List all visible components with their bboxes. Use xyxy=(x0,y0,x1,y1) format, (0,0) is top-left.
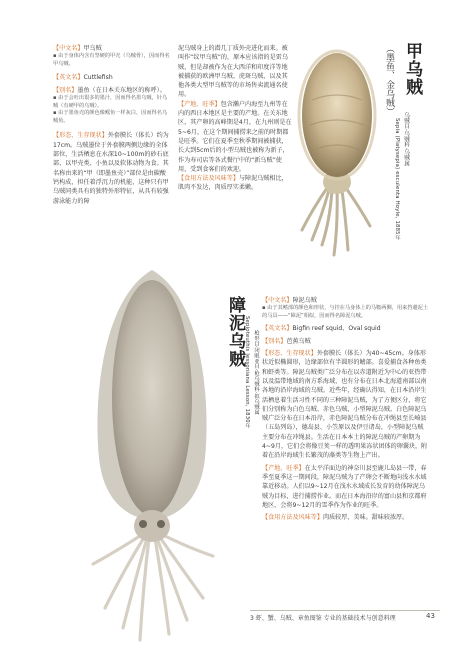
right-note-1: ▪ 由于其鳍部的颜色和形状，与挂在马身体上的马鞍两侧，用来挡避泥土的马具——“障泥”相似，因而得名障泥乌贼。 xyxy=(262,305,428,319)
left-para-morphology: 【形态、生存现状】外套膜长（体长）约为17cm。乌贼墨位于外套膜两侧边缘的全体部位，生活栖息在水深10~100m的砂石底部，以甲壳类、小鱼以及软体动物为食。其名称由来的“甲（即墨鱼壳）”部位是由碳酸钙构成，担任着浮沉力的机能，这种只有甲乌贼同类具有的独特外形特征，从具有较强游泳能力的障 xyxy=(53,132,169,205)
mid-para-origin: 【产地、旺季】包含濑户内海至九州等在内的西日本地区是主要的产地。在关东地区，其产卵的高峰期是4月，在九州则是在5~6月，在这个期间捕捞来之前的时期都是旺季。它们在夏季至秋季期间被捕获，长大到5cm后的小型乌贼也被称为新子，作为寿司店等各式餐厅中的“新乌贼”使用，受到食客们的欢迎。 xyxy=(178,100,292,173)
squid-photo xyxy=(85,268,220,650)
left-note-2: ▪ 由于会吐出很多的墨汁，因而得名墨乌贼，针乌贼（有硬甲的乌贼）。 xyxy=(53,95,168,109)
left-note-1: ▪ 由于身体内含有坚硬的甲壳（乌贼骨），因而得名甲乌贼。 xyxy=(53,53,170,67)
cuttlefish-photo xyxy=(282,40,392,265)
squid-mantle xyxy=(112,280,192,516)
right-para-food: 【食用方法及风味等】肉质较厚，美味。甜味较浓厚。 xyxy=(262,514,409,522)
left-para-alias: 【别名】墨鱼（在日本关东地区的称呼）。 xyxy=(53,86,166,94)
right-para-english-name: 【英文名】Bigfin reef squid、Oval squid xyxy=(262,325,381,333)
squid-eye xyxy=(139,520,147,528)
right-para-origin: 【产地、旺季】在太平洋面边的神奈川县至鹿儿岛县一带，春季至夏季这一期间段，障泥乌贼为了产卵会不断地向浅水水域靠近移动。人们以9~12月在浅水水域成长发育的幼体障泥乌贼为目标，进行捕捞作业。而在日本海沿岸的富山县和京都府地区，会将9~12月的雪季作为作业的旺季。 xyxy=(262,464,427,509)
left-para-chinese-name: 【中文名】甲乌贼 xyxy=(53,45,102,52)
species1-latin: Sepia (Platysepia) esculenta Hoyle, 1885年 xyxy=(394,118,400,241)
species2-family: 枪形目·闭眼亚目·枪乌贼科·拟乌贼属 xyxy=(253,330,259,415)
left-para-english-name: 【英文名】Cuttlefish xyxy=(53,74,113,82)
species2-title: 障泥乌贼 xyxy=(225,296,245,368)
right-para-alias: 【别名】芭蕉乌贼 xyxy=(262,337,311,345)
left-note-3: ▪ 由于墨鱼壳的颜色像鳐鱼一样灰白，因而得名乌贼鱼。 xyxy=(53,110,168,124)
right-column xyxy=(262,296,428,522)
species1-family: 乌贼目·乌贼科·乌贼属 xyxy=(403,112,409,166)
species2-latin: Sepioteuthis lessoniana Lesson, 1830年 xyxy=(244,316,250,429)
page-number: 43 xyxy=(426,612,435,620)
mid-column xyxy=(178,44,292,193)
species1-alias: （墨鱼、金乌贼） xyxy=(384,44,394,116)
squid-eye xyxy=(157,520,165,528)
left-column xyxy=(53,44,171,206)
species1-title: 甲乌贼 xyxy=(402,42,422,96)
cuttlefish-mantle xyxy=(302,53,372,177)
cuttlefish-tentacles xyxy=(302,188,370,255)
right-para-chinese-name: 【中文名】障泥乌贼 xyxy=(262,297,317,304)
squid-head xyxy=(134,510,170,542)
footer-rule xyxy=(250,610,440,611)
mid-para-1: 泥乌贼身上的潜几丁质外壳进化而来。被叫作“纹甲乌贼”的，原本应该指的是雷乌贼，但是却被作为在大西洋和印度洋等地被捕获的欧洲甲乌贼、虎斑乌贼，以及其他各类大型甲乌贼等的市场售卖流通名使用。 xyxy=(178,45,288,99)
mid-para-food: 【食用方法及风味等】与障泥乌贼相比，肌肉不发达，肉质厚实柔嫩。 xyxy=(178,175,288,192)
right-para-morphology: 【形态、生存现状】外套膜长（体长）为40~45cm。身体形状近似椭圆形，边缘部位有半圆形的鳍部。喜爱捕食各种鱼类和虾类等。障泥乌贼类广泛分布在以赤道附近为中心的亚热带以及温带地域的南方系海域，也有分布在日本北海道南部以南各地的沿岸海域的乌贼。近些年，经确认得知，在日本沿岸生活栖息着生活习性不同的三种障泥乌贼，为了方便区分，将它们分别称为白色乌贼、赤色乌贼、小型障泥乌贼。白色障泥乌贼广泛分布在日本沿岸，赤色障泥乌贼分布在冲绳县至长崎县（五岛列岛），德岛县、小笠原以及伊豆诸岛，小型障泥乌贼主要分布在冲绳县。生活在日本本土的障泥乌贼的产卵期为4~9月，它们会将像豆荚一样的透明果冻状团体的卵囊块，附着在沿岸海域生长繁茂的藻类等生物上产出。 xyxy=(262,350,428,460)
footer-running-title: 3 虾、蟹、乌贼、章鱼图鉴 专业的基础技术与创意料理 xyxy=(250,615,396,622)
squid-tentacles xyxy=(93,534,213,640)
